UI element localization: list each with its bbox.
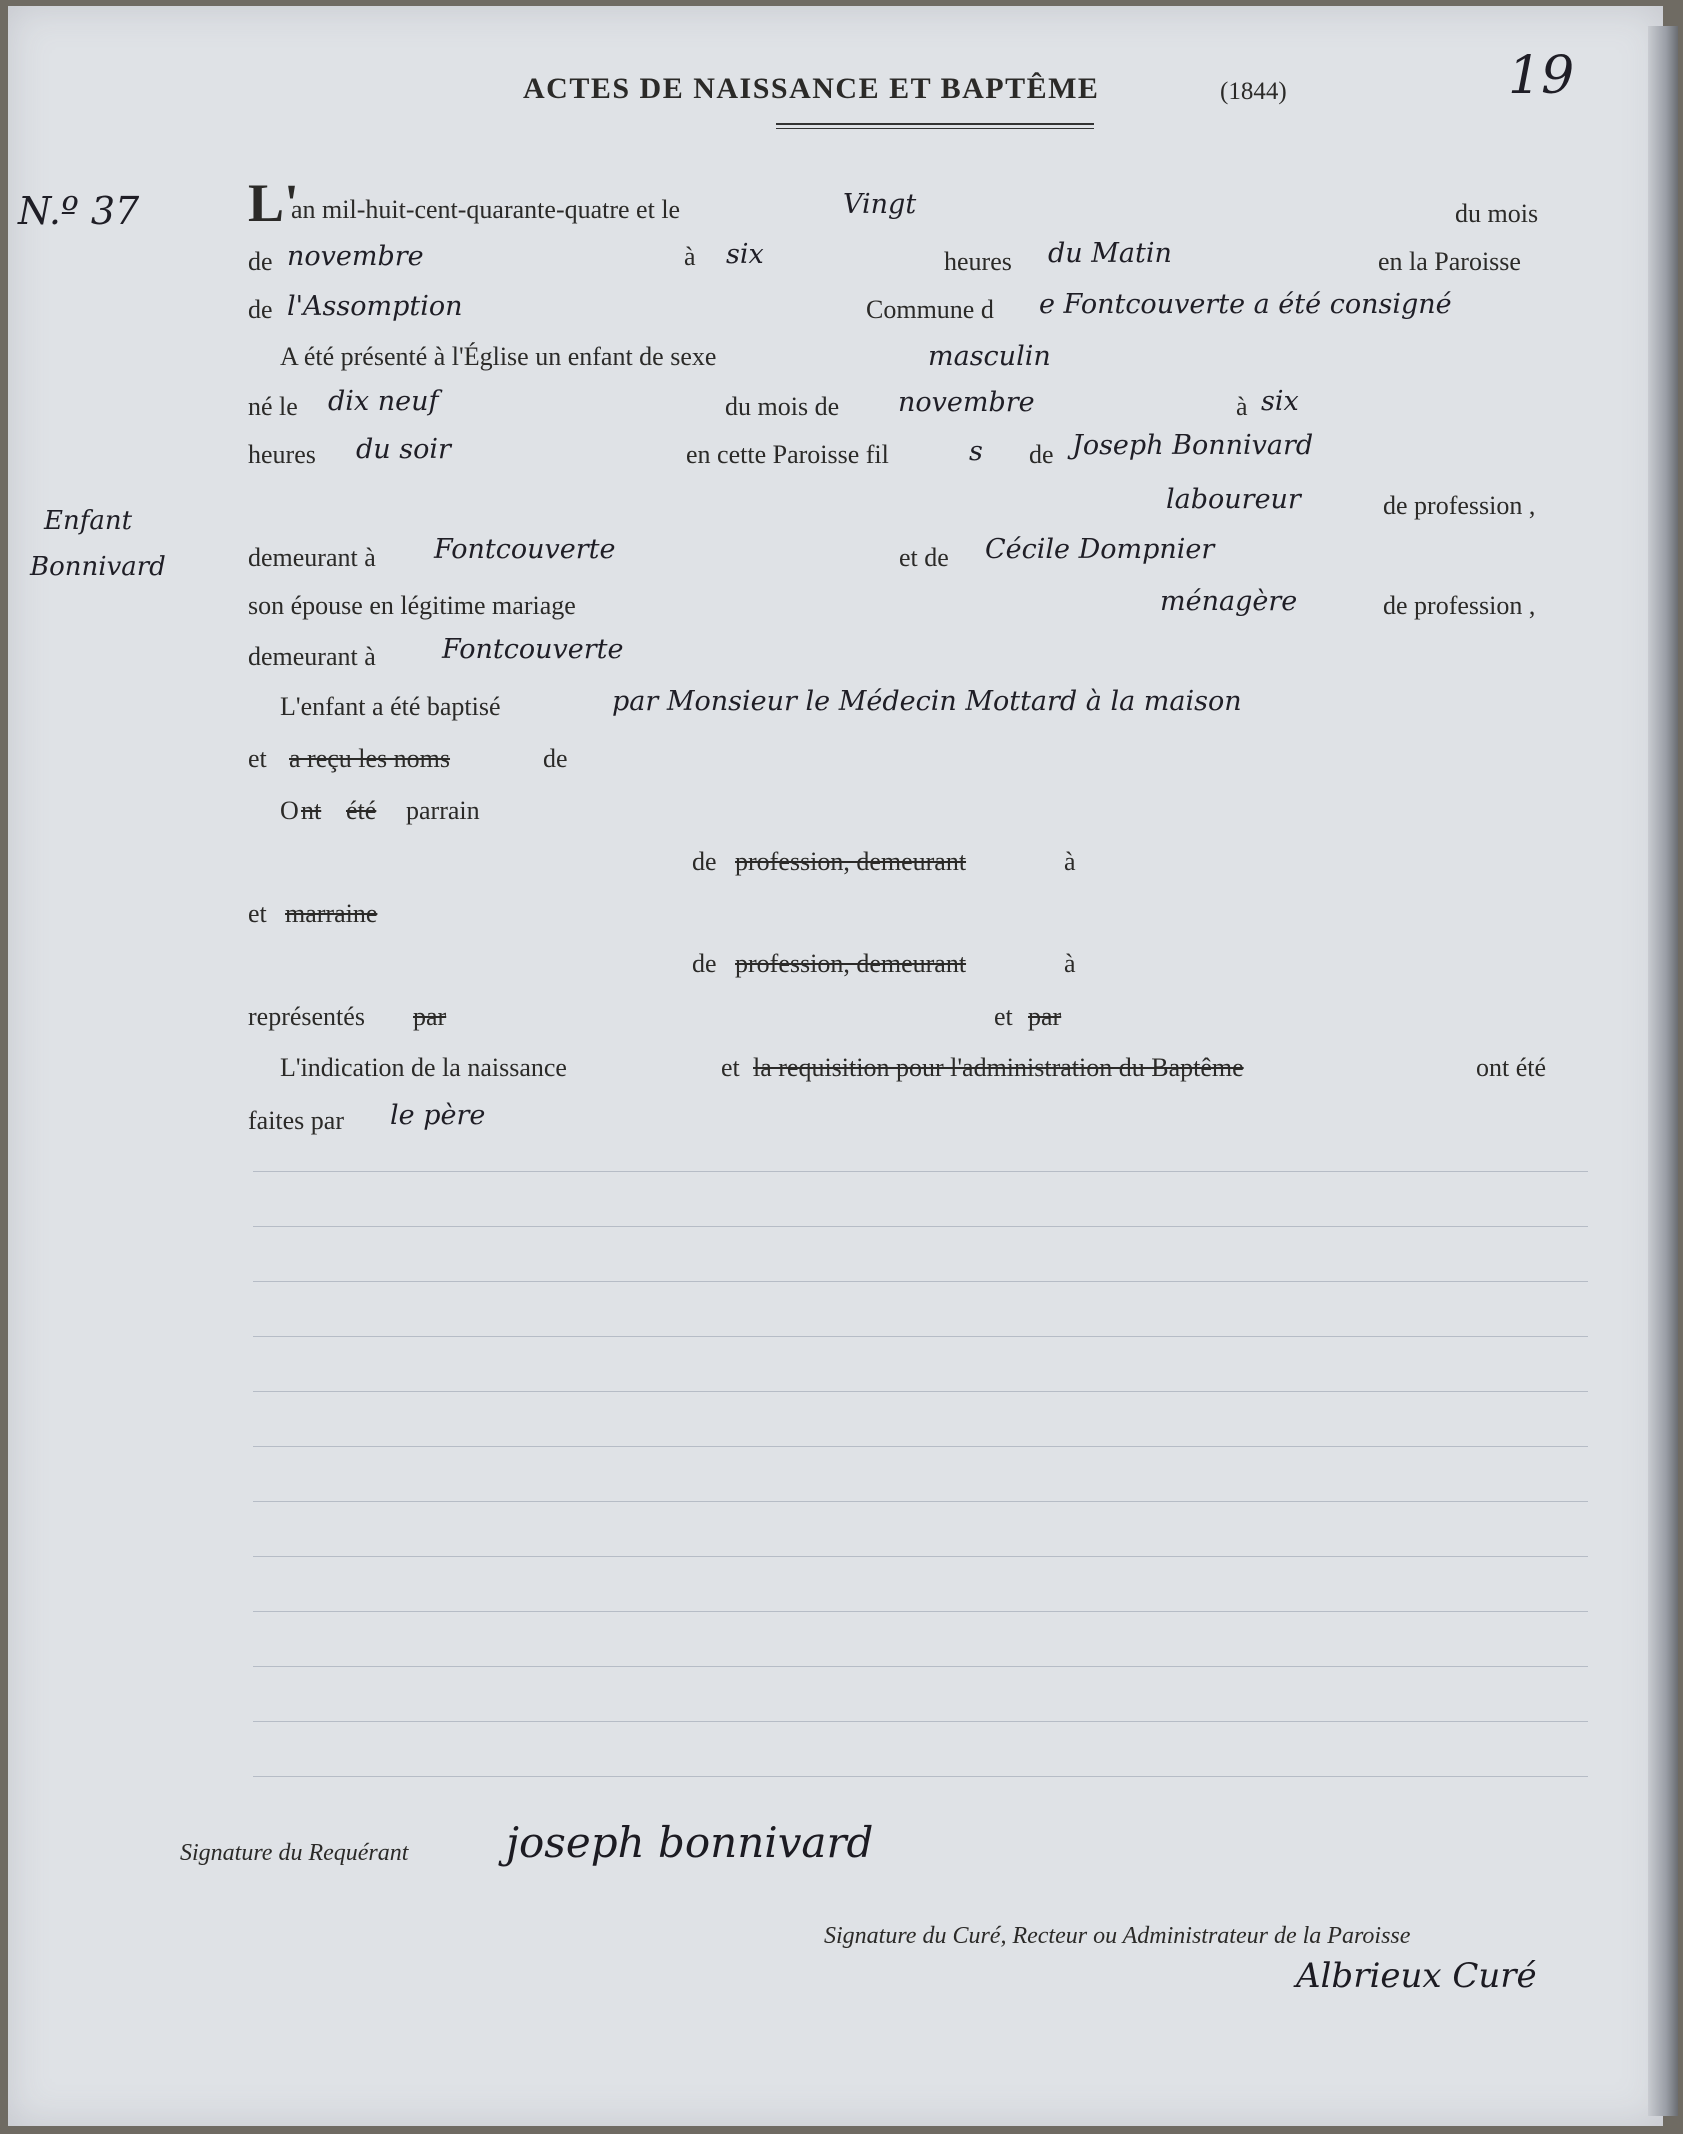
cure-signature: Albrieux Curé	[1296, 1956, 1537, 1996]
et-label-2: et	[248, 899, 267, 928]
parrain-label: parrain	[406, 796, 480, 825]
de-label-5: de	[692, 847, 717, 876]
baptise-field: par Monsieur le Médecin Mottard à la maison	[612, 686, 1242, 717]
recu-les-noms-label: a reçu les noms	[289, 744, 451, 773]
ruled-line	[253, 1556, 1588, 1557]
commune-field: e Fontcouverte a été consigné	[1039, 289, 1452, 320]
de-label-3: de	[1029, 440, 1054, 469]
et-de-label: et de	[899, 543, 949, 572]
mother-residence-field: Fontcouverte	[442, 634, 624, 665]
ruled-line	[253, 1171, 1588, 1172]
faites-par-label: faites par	[248, 1106, 345, 1135]
de-profession-label: de profession ,	[1383, 491, 1536, 520]
ruled-line	[253, 1776, 1588, 1777]
paroisse-label: en la Paroisse	[1378, 247, 1521, 276]
hour-field: six	[726, 239, 764, 270]
father-field: Joseph Bonnivard	[1072, 430, 1314, 461]
margin-name-line2: Bonnivard	[30, 552, 166, 582]
ruled-line	[253, 1281, 1588, 1282]
title-rule	[776, 123, 1094, 125]
a-label-2: à	[1236, 392, 1248, 421]
de-label-6: de	[692, 949, 717, 978]
son-epouse-label: son épouse en légitime mariage	[248, 591, 576, 620]
de-label: de	[248, 247, 273, 276]
demeurant-label-2: demeurant à	[248, 642, 376, 671]
ruled-line	[253, 1336, 1588, 1337]
requerant-signature-label: Signature du Requérant	[180, 1840, 409, 1866]
et-par-label-b: par	[1028, 1002, 1062, 1031]
ete-label: été	[346, 796, 377, 825]
heures-label-2: heures	[248, 440, 316, 469]
mother-field: Cécile Dompnier	[985, 534, 1215, 565]
father-residence-field: Fontcouverte	[434, 534, 616, 565]
ont-label-b: nt	[301, 796, 322, 825]
ont-ete-label: ont été	[1476, 1053, 1547, 1082]
a-label-4: à	[1064, 949, 1076, 978]
father-profession-field: laboureur	[1166, 484, 1301, 515]
de-label-2: de	[248, 295, 273, 324]
de-profession-label-2: de profession ,	[1383, 591, 1536, 620]
register-page	[8, 6, 1663, 2126]
ruled-line	[253, 1666, 1588, 1667]
cette-paroisse-label: en cette Paroisse fil	[686, 440, 889, 469]
heures-label: heures	[944, 247, 1012, 276]
page-number: 19	[1508, 46, 1575, 106]
du-mois-de-label: du mois de	[725, 392, 840, 421]
birth-period-field: du soir	[356, 434, 451, 465]
du-mois-label: du mois	[1455, 199, 1539, 228]
line1-text: an mil-huit-cent-quarante-quatre et le	[291, 195, 681, 224]
initial-letter: L'	[248, 173, 300, 233]
page-edge	[1648, 26, 1678, 2116]
page-title: ACTES DE NAISSANCE ET BAPTÊME	[523, 72, 1100, 105]
marraine-label: marraine	[285, 899, 378, 928]
period-field: du Matin	[1048, 238, 1172, 269]
margin-name-line1: Enfant	[44, 506, 133, 536]
parish-field: l'Assomption	[287, 291, 463, 322]
day-field: Vingt	[843, 189, 917, 220]
entry-number: N.º 37	[18, 189, 140, 233]
faites-par-field: le père	[390, 1100, 486, 1131]
title-rule-2	[776, 128, 1094, 129]
a-label: à	[684, 242, 696, 271]
demeurant-label: demeurant à	[248, 543, 376, 572]
baptise-label: L'enfant a été baptisé	[280, 692, 501, 721]
mother-profession-field: ménagère	[1160, 586, 1298, 617]
ruled-line	[253, 1446, 1588, 1447]
ont-label-a: O	[280, 796, 299, 825]
birth-day-field: dix neuf	[328, 386, 439, 417]
et-par-label-a: et	[994, 1002, 1013, 1031]
ruled-line	[253, 1611, 1588, 1612]
cure-signature-label: Signature du Curé, Recteur ou Administrateur de la Paroisse	[824, 1923, 1411, 1949]
indication-label: L'indication de la naissance	[280, 1053, 567, 1082]
fils-field: s	[969, 436, 983, 467]
birth-month-field: novembre	[898, 387, 1035, 418]
profession-demeurant-label-2: profession, demeurant	[735, 949, 967, 978]
month-field: novembre	[287, 241, 424, 272]
representes-label-b: par	[413, 1002, 447, 1031]
title-year: (1844)	[1220, 78, 1287, 105]
requisition-label: la requisition pour l'administration du Baptême	[753, 1053, 1244, 1082]
birth-hour-field: six	[1261, 386, 1299, 417]
et-label-3: et	[721, 1053, 740, 1082]
ruled-line	[253, 1501, 1588, 1502]
commune-label: Commune d	[866, 295, 994, 324]
de-label-4: de	[543, 744, 568, 773]
ruled-line	[253, 1391, 1588, 1392]
presented-label: A été présenté à l'Église un enfant de sexe	[280, 342, 717, 371]
a-label-3: à	[1064, 847, 1076, 876]
ruled-line	[253, 1721, 1588, 1722]
representes-label-a: représentés	[248, 1002, 365, 1031]
ruled-line	[253, 1226, 1588, 1227]
requerant-signature: joseph bonnivard	[506, 1818, 874, 1867]
profession-demeurant-label: profession, demeurant	[735, 847, 967, 876]
sex-field: masculin	[928, 341, 1051, 372]
et-label: et	[248, 744, 267, 773]
ne-le-label: né le	[248, 392, 298, 421]
